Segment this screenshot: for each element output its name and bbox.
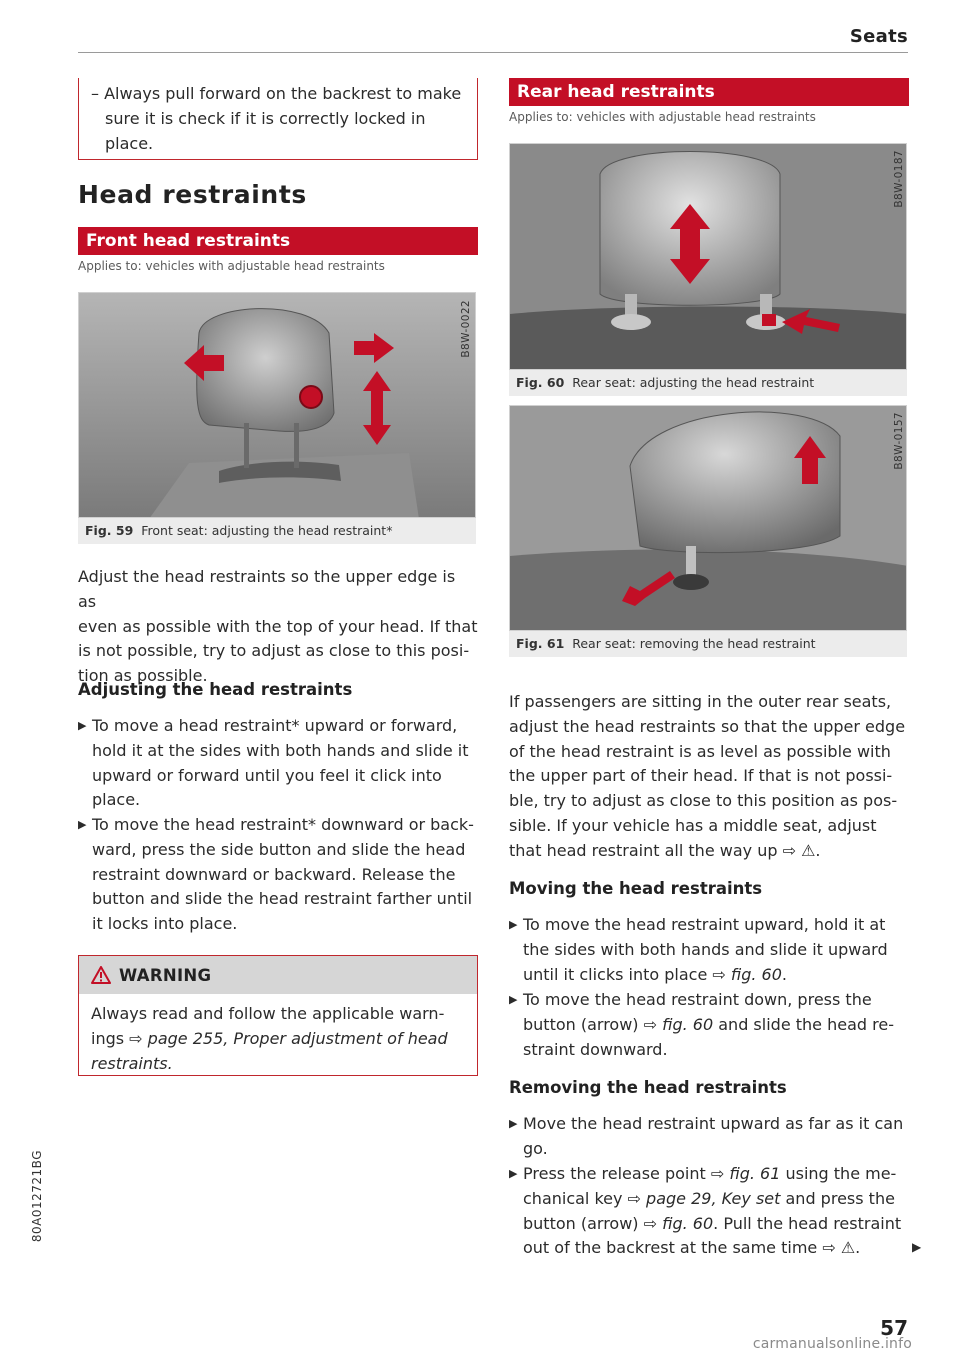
- figure-59-caption-text: Front seat: adjusting the head restraint*: [141, 523, 393, 538]
- text-fragment: Press the release point ⇨: [523, 1164, 730, 1183]
- adjust-bullet-2: [78, 813, 478, 937]
- bullet-triangle-icon: ▶: [509, 918, 518, 931]
- front-headrest-illustration: [79, 293, 476, 518]
- page-reference-link[interactable]: restraints.: [91, 1053, 173, 1073]
- figure-60-caption-text: Rear seat: adjusting the head restraint: [572, 375, 815, 390]
- text-line: place.: [92, 790, 141, 810]
- figure-60-label: Fig. 60: [516, 375, 565, 390]
- text-fragment: button (arrow) ⇨: [523, 1213, 663, 1233]
- text-fragment: button (arrow) ⇨: [523, 1014, 663, 1034]
- text-line: out of the backrest at the same time ⇨ ⚠.: [523, 1238, 861, 1258]
- text-line: that head restraint all the way up ⇨ ⚠.: [509, 840, 821, 860]
- adjust-bullet-1: [78, 714, 478, 813]
- moving-bullet-1: [509, 913, 909, 987]
- adjusting-heading: Adjusting the head restraints: [78, 680, 353, 699]
- page-reference-link[interactable]: page 255, Proper adjustment of head: [147, 1028, 448, 1048]
- warning-body: [79, 994, 477, 1076]
- text-line: even as possible with the top of your head. If that: [78, 616, 478, 636]
- text-line: upward or forward until you feel it click into: [92, 765, 442, 785]
- front-head-restraints-bar: Front head restraints: [78, 227, 478, 255]
- text-line: adjust the head restraints so that the upper edge: [509, 716, 906, 736]
- text-fragment: . Pull the head restraint: [713, 1213, 902, 1233]
- bullet-triangle-icon: ▶: [509, 993, 518, 1006]
- removing-bullet-2: [509, 1162, 909, 1261]
- text-line: hold it at the sides with both hands and slide it: [92, 740, 469, 760]
- text-fragment: using the me-: [780, 1164, 897, 1183]
- text-line: To move the head restraint upward, hold it at: [523, 915, 886, 934]
- text-line: [523, 1212, 909, 1237]
- bullet-triangle-icon: ▶: [509, 1167, 518, 1180]
- warning-title: WARNING: [119, 965, 212, 985]
- text-fragment: until it clicks into place ⇨: [523, 964, 731, 984]
- header-divider: [78, 52, 908, 53]
- text-line: [523, 1162, 909, 1187]
- text-line: Adjust the head restraints so the upper edge is as: [78, 567, 456, 611]
- moving-heading: Moving the head restraints: [509, 879, 763, 898]
- text-line: Move the head restraint upward as far as it can: [523, 1114, 904, 1133]
- figure-reference-link[interactable]: fig. 61: [729, 1164, 781, 1183]
- text-line: [523, 963, 909, 988]
- text-line: ward, press the side button and slide the head: [92, 839, 466, 859]
- text-line: [91, 1027, 465, 1052]
- text-line: of the head restraint is as level as possible with: [509, 741, 891, 761]
- page-reference-link[interactable]: page 29, Key set: [646, 1188, 781, 1208]
- figure-59-code: B8W-0022: [460, 300, 472, 358]
- rear-applies-note: Applies to: vehicles with adjustable head restraints: [509, 110, 816, 124]
- figure-61-label: Fig. 61: [516, 636, 565, 651]
- front-applies-note: Applies to: vehicles with adjustable head restraints: [78, 259, 385, 273]
- text-line: button and slide the head restraint farther until: [92, 889, 473, 909]
- warning-box: [78, 955, 478, 1076]
- rear-headrest-removal-illustration: [510, 406, 907, 631]
- text-line: To move the head restraint* downward or back-: [92, 815, 474, 834]
- text-fragment: and press the: [780, 1188, 895, 1208]
- warning-triangle-icon: [91, 966, 111, 984]
- rear-head-restraints-bar: Rear head restraints: [509, 78, 909, 106]
- figure-61-image: [509, 405, 907, 631]
- page-heading: Head restraints: [78, 180, 307, 209]
- text-line: sible. If your vehicle has a middle seat, adjust: [509, 815, 877, 835]
- figure-61-caption-text: Rear seat: removing the head restraint: [572, 636, 816, 651]
- figure-59-image: [78, 292, 476, 518]
- front-intro-paragraph: [78, 565, 478, 689]
- figure-60-caption: [509, 370, 907, 396]
- moving-bullet-2: [509, 988, 909, 1062]
- text-line: the sides with both hands and slide it upward: [523, 939, 888, 959]
- text-line: [523, 1013, 909, 1038]
- rear-headrest-adjust-illustration: [510, 144, 907, 370]
- text-line: To move a head restraint* upward or forward,: [92, 716, 458, 735]
- text-line: restraint downward or backward. Release the: [92, 864, 456, 884]
- figure-reference-link[interactable]: fig. 60: [662, 1014, 714, 1034]
- figure-reference-link[interactable]: fig. 60: [662, 1213, 714, 1233]
- section-title: Seats: [849, 26, 908, 47]
- figure-60-image: [509, 143, 907, 370]
- note-line: sure it is check if it is correctly locked in: [105, 108, 426, 128]
- rear-intro-paragraph: [509, 690, 909, 864]
- removing-heading: Removing the head restraints: [509, 1078, 787, 1097]
- bullet-triangle-icon: ▶: [78, 719, 87, 732]
- text-line: To move the head restraint down, press the: [523, 990, 872, 1009]
- bullet-triangle-icon: ▶: [78, 818, 87, 831]
- page-number: 57: [880, 1316, 908, 1340]
- figure-61-code: B8W-0157: [893, 412, 905, 470]
- warning-header: [79, 956, 477, 994]
- text-line: go.: [523, 1138, 548, 1158]
- removing-bullet-1: [509, 1112, 909, 1162]
- figure-59-label: Fig. 59: [85, 523, 134, 538]
- text-line: tion as possible.: [78, 666, 208, 686]
- text-fragment: and slide the head re-: [713, 1014, 894, 1034]
- text-line: is not possible, try to adjust as close to this posi-: [78, 641, 470, 661]
- text-line: If passengers are sitting in the outer rear seats,: [509, 692, 892, 711]
- text-line: [523, 1187, 909, 1212]
- text-fragment: chanical key ⇨: [523, 1188, 647, 1208]
- text-line: Always read and follow the applicable warn-: [91, 1004, 445, 1023]
- continue-arrow-icon: ▶: [912, 1240, 922, 1254]
- text-line: the upper part of their head. If that is not possi-: [509, 766, 893, 786]
- figure-reference-link[interactable]: fig. 60: [730, 964, 782, 984]
- figure-61-caption: [509, 631, 907, 657]
- watermark: carmanualsonline.info: [752, 1336, 912, 1352]
- figure-59-caption: [78, 518, 476, 544]
- figure-60-code: B8W-0187: [893, 150, 905, 208]
- note-line: place.: [105, 133, 154, 153]
- text-line: ble, try to adjust as close to this position as pos-: [509, 791, 898, 811]
- text-line: it locks into place.: [92, 914, 238, 934]
- text-fragment: .: [781, 964, 787, 984]
- note-line: – Always pull forward on the backrest to make: [91, 84, 462, 103]
- text-fragment: ings ⇨: [91, 1028, 148, 1048]
- bullet-triangle-icon: ▶: [509, 1117, 518, 1130]
- document-code: 80A012721BG: [30, 1150, 44, 1243]
- text-line: straint downward.: [523, 1039, 668, 1059]
- note-box: [78, 78, 478, 160]
